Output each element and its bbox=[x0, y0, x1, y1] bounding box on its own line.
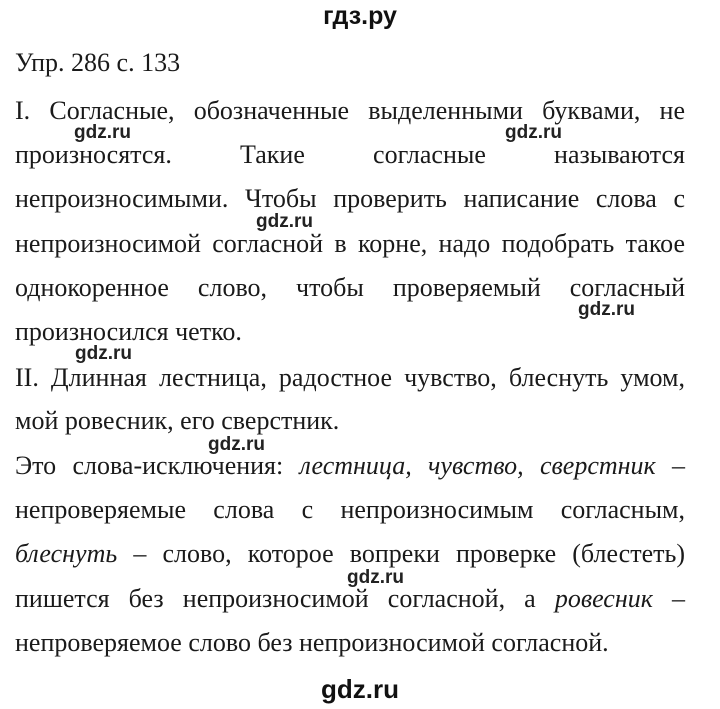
watermark: gdz.ru bbox=[578, 299, 635, 320]
part2-line-6-italic: ровесник bbox=[554, 584, 653, 613]
part2-line-3 bbox=[15, 451, 685, 481]
watermark: gdz.ru bbox=[256, 211, 313, 232]
part2-line-5 bbox=[15, 539, 685, 569]
part2-line-3-italic: лестница, чувство, сверстник bbox=[299, 451, 656, 480]
part1-line-2: произносятся. Такие согласные называются bbox=[15, 140, 685, 169]
part1-line-3: непроизносимыми. Чтобы проверить написание слова с bbox=[15, 184, 685, 213]
watermark: gdz.ru bbox=[347, 567, 404, 588]
exercise-title: Упр. 286 с. 133 bbox=[15, 48, 181, 77]
part1-line-4: непроизносимой согласной в корне, надо подобрать такое bbox=[15, 229, 685, 258]
site-footer: gdz.ru bbox=[321, 674, 399, 704]
part1-line-1: I. Согласные, обозначенные выделенными буквами, не bbox=[15, 96, 685, 125]
part2-line-5-italic: блеснуть bbox=[15, 539, 118, 568]
part2-line-6-dash: – bbox=[652, 584, 686, 613]
site-header: гдз.ру bbox=[323, 2, 397, 30]
watermark: gdz.ru bbox=[505, 122, 562, 143]
part2-line-3-text: Это слова-исключения: bbox=[15, 451, 300, 480]
watermark: gdz.ru bbox=[74, 122, 131, 143]
watermark: gdz.ru bbox=[208, 434, 265, 455]
part1-line-5: однокоренное слово, чтобы проверяемый согласный bbox=[15, 273, 685, 302]
watermark: gdz.ru bbox=[75, 343, 132, 364]
part2-line-6-text: пишется без непроизносимой согласной, а bbox=[15, 584, 555, 613]
part2-line-7: непроверяемое слово без непроизносимой согласной. bbox=[15, 628, 609, 657]
part2-line-2: мой ровесник, его сверстник. bbox=[15, 406, 340, 435]
part2-line-3-dash: – bbox=[655, 451, 686, 480]
part1-line-6: произносился четко. bbox=[15, 317, 242, 346]
part2-line-4: непроверяемые слова с непроизносимым согласным, bbox=[15, 495, 685, 524]
part2-line-5-text: – слово, которое вопреки проверке (блестеть) bbox=[117, 539, 685, 568]
part2-line-1: II. Длинная лестница, радостное чувство, блеснуть умом, bbox=[15, 363, 685, 392]
